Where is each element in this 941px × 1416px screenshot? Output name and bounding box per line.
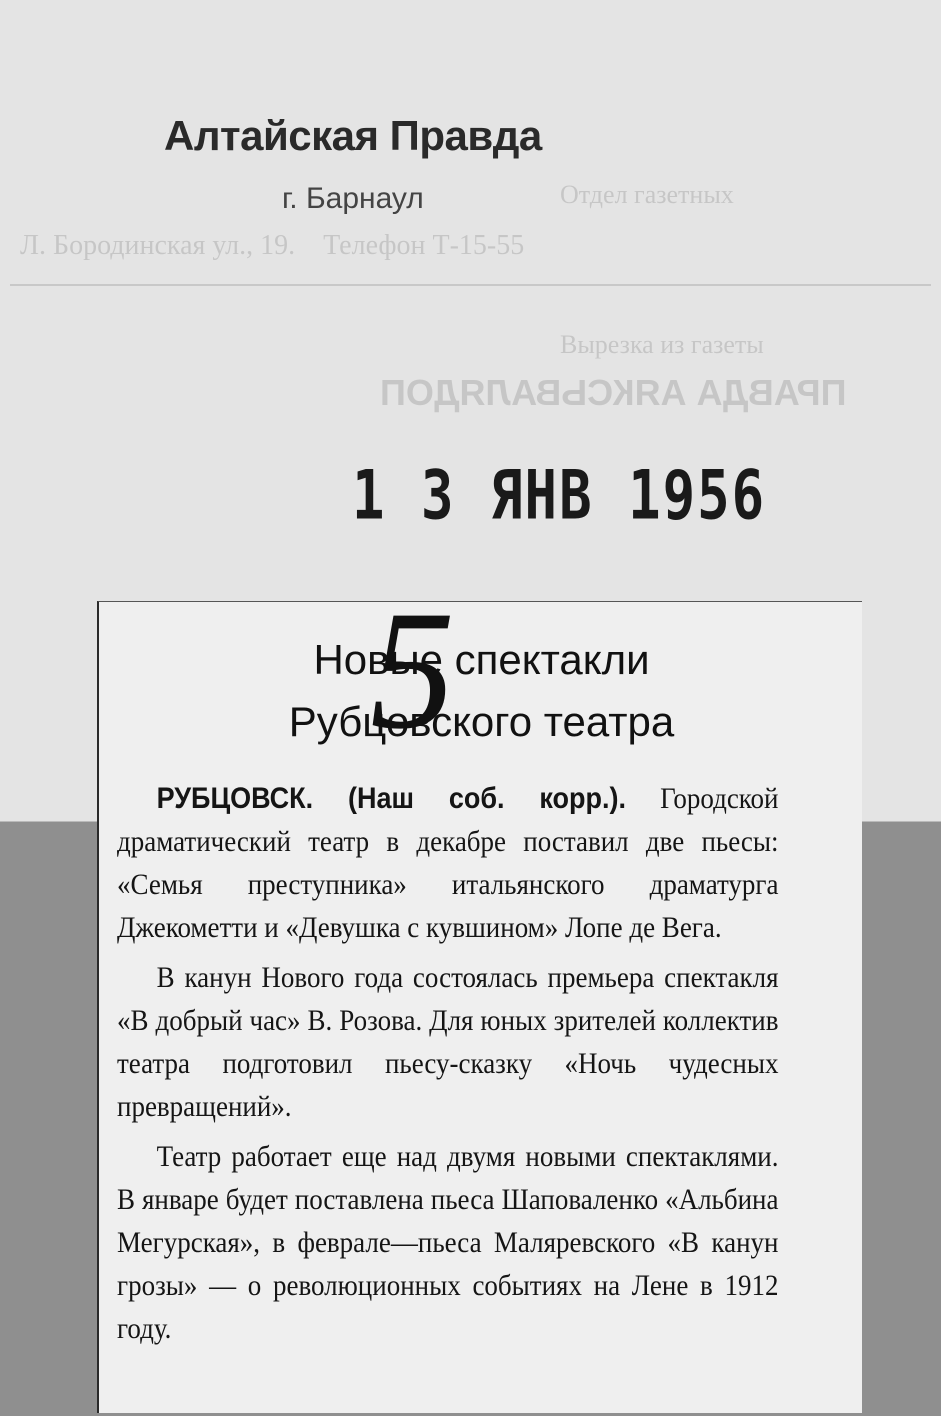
bleed-through-text: Отдел газетных — [560, 180, 734, 209]
article-paragraph-1 — [117, 777, 779, 949]
bleed-through-text: ПРАВДА АЯКСЬВАЛЯДОП — [380, 372, 847, 413]
bleed-through-text: Л. Бородинская ул., 19. Телефон Т-15-55 — [20, 230, 525, 261]
newspaper-stamp-city: г. Барнаул — [282, 182, 424, 215]
article-paragraph-2: В канун Нового года состоялась премьера спектакля «В добрый час» В. Розова. Для юных зрителей коллектив театра подготовил пьесу-сказку «Ночь чудесных превращений». — [117, 961, 779, 1123]
article-dateline: РУБЦОВСК. (Наш соб. корр.). — [156, 782, 627, 815]
divider-line — [10, 284, 931, 286]
headline-line-2: Рубцовского театра — [288, 698, 675, 745]
article-paragraph-1-text: Городской драматический театр в декабре поставил две пьесы: «Семья преступника» итальянского драматурга Джекометти и «Девушка с кувшином» Лопе де Вега. — [117, 782, 779, 944]
newspaper-clipping — [97, 601, 862, 1413]
bleed-through-text: Вырезка из газеты — [560, 330, 764, 359]
article-paragraph-3: Театр работает еще над двумя новыми спектаклями. В январе будет поставлена пьеса Шаповаленко «Альбина Мегурская», в феврале—пьеса Маляревского «В канун грозы» — о революционных событиях на Лене в 1912 году. — [117, 1140, 779, 1345]
date-stamp: 1 3 ЯНВ 1956 — [352, 456, 767, 535]
article-body — [117, 777, 779, 1350]
headline-line-1: Новые спектакли — [313, 636, 650, 683]
handwritten-number-mark: 5 — [370, 576, 455, 764]
newspaper-stamp-title: Алтайская Правда — [164, 112, 542, 159]
